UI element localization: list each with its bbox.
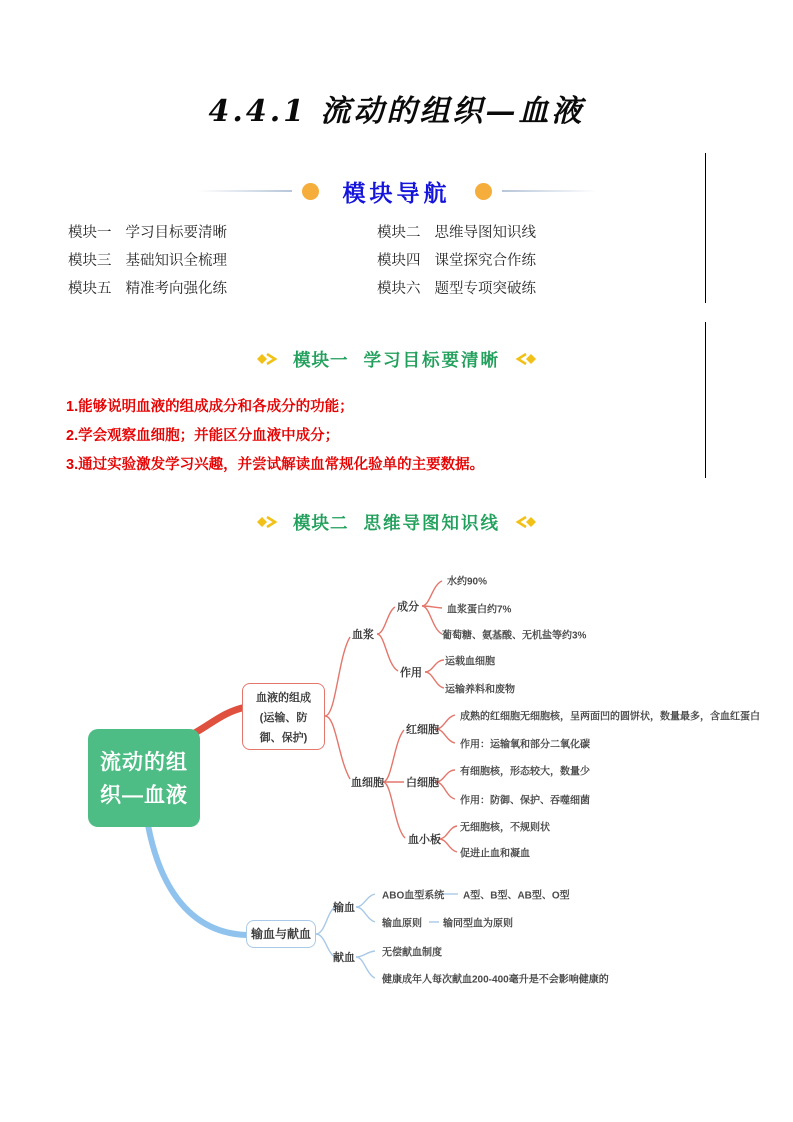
node-plasma-component: 成分	[397, 601, 419, 613]
objective-1	[66, 395, 354, 416]
leaf-wbc-feature: 有细胞核，形态较大，数量少	[460, 766, 590, 778]
leaf-wbc-function: 作用：防御、保护、吞噬细菌	[460, 795, 590, 807]
mindmap-node-transfusion: 输血与献血	[246, 920, 316, 948]
root-line2: 织—血液	[100, 784, 188, 807]
leaf-principle-value: 输同型血为原则	[443, 918, 513, 930]
objective-text: 学会观察血细胞；并能区分血液中成分；	[78, 428, 340, 444]
module-label: 模块三	[68, 253, 112, 269]
node-rbc: 红细胞	[406, 724, 439, 736]
objective-2	[66, 424, 339, 445]
module-nav-item-5	[68, 277, 227, 298]
module-title: 基础知识全梳理	[125, 253, 227, 269]
page-title: 4.4.1 流动的组织—血液	[208, 94, 585, 129]
section-title: 学习目标要清晰	[363, 349, 500, 370]
composition-line2: (运输、防	[259, 712, 308, 724]
module-nav-item-2	[377, 221, 536, 242]
section-title: 思维导图知识线	[363, 512, 500, 533]
module-nav-banner	[0, 176, 793, 206]
section-label: 模块一	[293, 349, 349, 370]
banner-line-right	[502, 190, 597, 192]
mindmap-root-node	[88, 729, 200, 827]
leaf-abo-types: A型、B型、AB型、O型	[463, 890, 570, 902]
leaf-donation-system: 无偿献血制度	[382, 947, 442, 959]
leaf-donation-amount: 健康成年人每次献血200-400毫升是不会影响健康的	[382, 974, 609, 986]
objective-number: 2.	[66, 428, 79, 444]
module-label: 模块一	[68, 225, 112, 241]
node-plasma: 血浆	[352, 629, 374, 641]
module-label: 模块五	[68, 281, 112, 297]
node-transfusion-principle: 输血原则	[382, 918, 422, 930]
module-nav-item-6	[377, 277, 536, 298]
section-header-module2	[0, 511, 793, 533]
section-label: 模块二	[293, 512, 349, 533]
module-nav-item-4	[377, 249, 536, 270]
objective-number: 1.	[66, 399, 79, 415]
objective-3	[66, 453, 484, 474]
module-title: 学习目标要清晰	[125, 225, 227, 241]
objective-text: 通过实验激发学习兴趣，并尝试解读血常规化验单的主要数据。	[78, 457, 485, 473]
node-blood-cells: 血细胞	[351, 777, 384, 789]
diamond-arrow-right-icon	[253, 351, 279, 367]
leaf-glucose: 葡萄糖、氨基酸、无机盐等约3%	[442, 630, 587, 642]
module-title: 题型专项突破练	[434, 281, 536, 297]
module-title: 精准考向强化练	[125, 281, 227, 297]
root-line1: 流动的组	[100, 751, 188, 774]
mindmap	[0, 555, 793, 1025]
vertical-rule	[705, 153, 706, 303]
node-wbc: 白细胞	[406, 777, 439, 789]
vertical-rule	[705, 322, 706, 478]
mindmap-node-composition	[242, 683, 325, 750]
objective-number: 3.	[66, 457, 79, 473]
leaf-platelet-function: 促进止血和凝血	[460, 848, 530, 860]
module-label: 模块六	[377, 281, 421, 297]
module-nav-item-1	[68, 221, 227, 242]
leaf-transport-waste: 运输养料和废物	[445, 684, 515, 696]
module-nav-item-3	[68, 249, 227, 270]
node-platelet: 血小板	[408, 834, 441, 846]
leaf-platelet-feature: 无细胞核，不规则状	[460, 822, 550, 834]
node-plasma-function: 作用	[400, 667, 422, 679]
diamond-arrow-left-icon	[514, 351, 540, 367]
leaf-rbc-function: 作用：运输氧和部分二氧化碳	[460, 739, 590, 751]
leaf-plasma-protein: 血浆蛋白约7%	[447, 604, 512, 616]
leaf-carry-cells: 运载血细胞	[445, 656, 495, 668]
module-title: 课堂探究合作练	[434, 253, 536, 269]
red-branch-lines	[325, 581, 457, 852]
node-donation: 献血	[333, 952, 355, 964]
leaf-water: 水约90%	[447, 576, 488, 588]
module-label: 模块四	[377, 253, 421, 269]
section-header-module1	[0, 348, 793, 370]
objective-text: 能够说明血液的组成成分和各成分的功能；	[78, 399, 354, 415]
node-abo-system: ABO血型系统	[382, 890, 445, 902]
diamond-arrow-left-icon	[514, 514, 540, 530]
leaf-rbc-feature: 成熟的红细胞无细胞核，呈两面凹的圆饼状，数量最多，含血红蛋白	[460, 711, 760, 723]
composition-line1: 血液的组成	[256, 692, 311, 704]
diamond-arrow-right-icon	[253, 514, 279, 530]
module-title: 思维导图知识线	[434, 225, 536, 241]
banner-title: 模块导航	[342, 179, 451, 206]
banner-dot-icon	[475, 183, 492, 200]
module-label: 模块二	[377, 225, 421, 241]
banner-dot-icon	[302, 183, 319, 200]
node-transfusion: 输血	[333, 902, 355, 914]
composition-line3: 御、保护)	[259, 732, 308, 744]
banner-line-left	[197, 190, 292, 192]
